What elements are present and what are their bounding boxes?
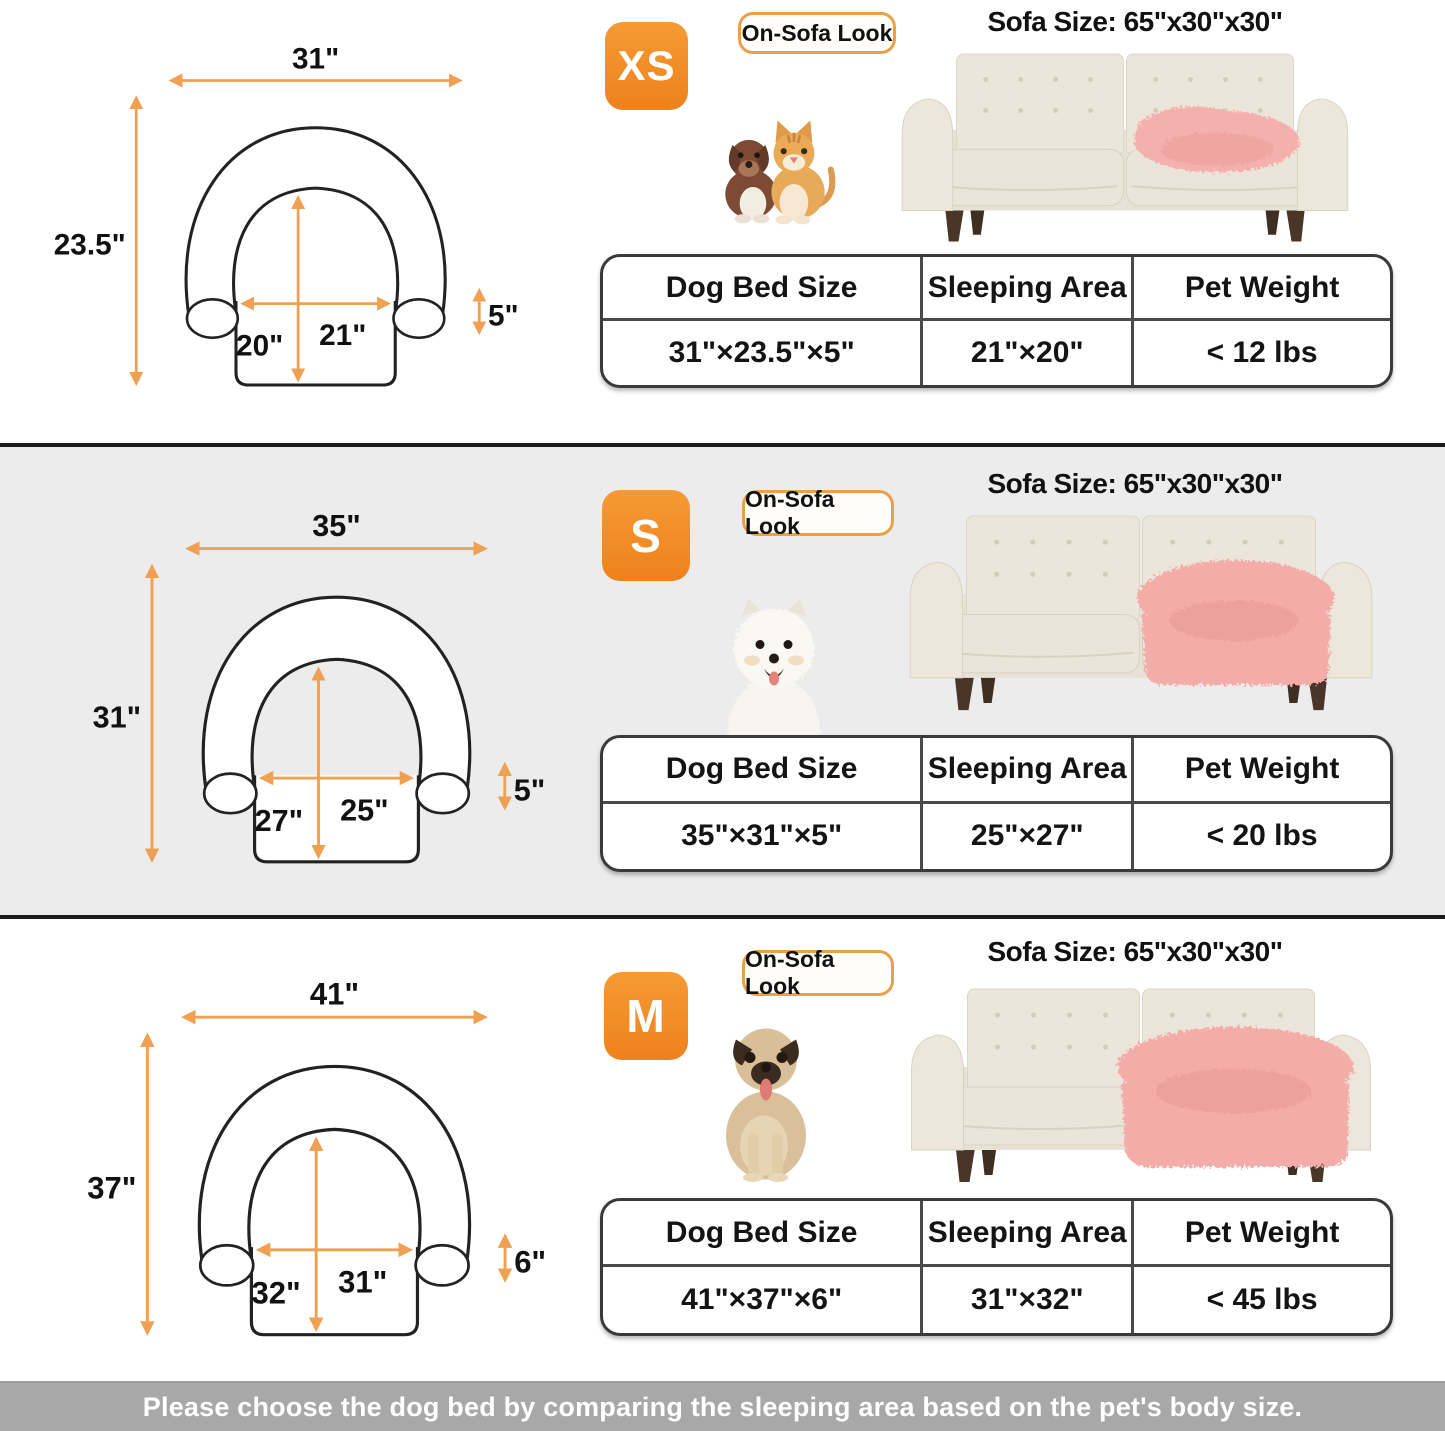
pug-eye	[777, 1052, 788, 1063]
table-value-pet-weight: < 12 lbs	[1206, 336, 1318, 369]
bolster-end-cap	[417, 774, 469, 814]
table-value-dog-bed-size: 35"×31"×5"	[603, 804, 923, 870]
width-label: 35"	[312, 509, 361, 543]
table-header-pet-weight: Pet Weight	[1134, 257, 1390, 321]
kitten-eye	[801, 148, 807, 154]
dimension-diagram-s	[55, 509, 555, 869]
dimension-diagram-xs	[40, 42, 530, 392]
bolster-end-cap	[394, 299, 445, 338]
pet-bed-on-sofa	[1118, 1027, 1354, 1167]
on-sofa-look-badge	[738, 12, 896, 54]
sleep-height-label: 20"	[236, 329, 284, 363]
pet-bed-on-sofa	[1137, 560, 1334, 685]
sleep-width-label: 21"	[319, 318, 367, 352]
pom-eye	[756, 640, 765, 649]
sofa-size-title: Sofa Size: 65"x30"x30"	[987, 468, 1283, 499]
sofa-leg	[1265, 208, 1280, 235]
sofa-back-cushion	[957, 54, 1124, 155]
bolster-end-cap	[200, 1245, 253, 1285]
sleep-width-label: 25"	[340, 793, 389, 828]
kitten-eye	[781, 148, 787, 154]
width-label: 31"	[292, 42, 340, 76]
puppy-paw	[735, 214, 751, 223]
pug-photo	[706, 1016, 831, 1184]
size-badge-s: S	[602, 490, 690, 581]
kitten-paw	[775, 215, 791, 224]
pom-nose	[769, 654, 779, 664]
pug-leg	[772, 1134, 783, 1178]
table-value-sleeping-area: 21"×20"	[923, 321, 1134, 385]
size-row-xs	[0, 0, 1445, 443]
on-sofa-look-label: On-Sofa Look	[745, 946, 835, 999]
height-label: 37"	[87, 1170, 137, 1206]
sofa-arm-left	[902, 99, 952, 211]
table-header-dog-bed-size: Dog Bed Size	[603, 738, 923, 804]
sofa-leg	[945, 206, 964, 242]
sofa-leg	[981, 675, 996, 703]
pug-tongue	[760, 1079, 772, 1101]
sofa-arm-left	[910, 562, 962, 678]
height-label: 23.5"	[53, 228, 126, 262]
puppy-eye	[754, 152, 760, 158]
sofa-leg	[970, 208, 985, 235]
on-sofa-look-badge	[742, 486, 894, 539]
puppy-paw	[753, 214, 769, 223]
thickness-label: 5"	[488, 299, 519, 333]
table-header-dog-bed-size: Dog Bed Size	[603, 1201, 923, 1267]
table-header-pet-weight: Pet Weight	[1134, 1201, 1390, 1267]
table-value-sleeping-area: 25"×27"	[923, 804, 1134, 870]
pom-cheek	[744, 656, 760, 666]
sofa-leg	[982, 1147, 997, 1175]
table-value-sleeping-area: 31"×32"	[923, 1267, 1134, 1333]
sofa-illustration-m	[882, 975, 1400, 1185]
sofa-arm-left	[912, 1035, 964, 1150]
table-value-pet-weight: < 45 lbs	[1206, 1283, 1318, 1316]
bolster-end-cap	[416, 1245, 469, 1285]
sleep-height-label: 27"	[254, 804, 304, 839]
table-header-sleeping-area: Sleeping Area	[923, 1201, 1134, 1267]
sofa-illustration-xs	[875, 40, 1375, 245]
sofa-illustration-s	[882, 501, 1400, 714]
spec-table-m	[600, 1198, 1393, 1336]
size-row-s	[0, 443, 1445, 919]
width-label: 41"	[309, 976, 360, 1012]
sleep-width-label: 31"	[338, 1264, 388, 1300]
sleep-height-label: 32"	[251, 1275, 301, 1311]
pug-paw	[768, 1173, 788, 1182]
on-sofa-look-label: On-Sofa Look	[745, 486, 835, 539]
thickness-label: 5"	[513, 773, 546, 808]
bolster-end-cap	[204, 774, 256, 814]
sofa-size-title: Sofa Size: 65"x30"x30"	[987, 6, 1283, 37]
sofa-arm-right	[1297, 99, 1347, 211]
kitten-paw	[794, 215, 810, 224]
height-label: 31"	[92, 700, 142, 735]
pug-eye	[745, 1052, 756, 1063]
size-badge-xs: XS	[605, 22, 688, 110]
on-sofa-look-badge	[742, 946, 894, 999]
table-value-pet-weight: < 20 lbs	[1206, 819, 1318, 853]
thickness-label: 6"	[514, 1244, 547, 1280]
table-value-dog-bed-size: 41"×37"×6"	[603, 1267, 923, 1333]
puppy-and-kitten-photo	[712, 106, 840, 224]
spec-table-s	[600, 735, 1393, 872]
sofa-leg	[954, 673, 974, 710]
pom-eye	[784, 640, 793, 649]
sofa-size-title: Sofa Size: 65"x30"x30"	[987, 936, 1283, 967]
table-header-sleeping-area: Sleeping Area	[923, 738, 1134, 804]
table-header-sleeping-area: Sleeping Area	[923, 257, 1134, 321]
size-row-m	[0, 919, 1445, 1381]
dimension-diagram-m	[45, 977, 560, 1342]
sofa-seat-cushion	[942, 615, 1139, 673]
sofa-seat-cushion	[944, 1087, 1140, 1145]
pom-tongue	[769, 672, 779, 686]
pom-cheek	[788, 656, 804, 666]
table-header-dog-bed-size: Dog Bed Size	[603, 257, 923, 321]
size-badge-m: M	[604, 972, 688, 1060]
table-value-dog-bed-size: 31"×23.5"×5"	[603, 321, 923, 385]
table-header-pet-weight: Pet Weight	[1134, 738, 1390, 804]
pug-leg	[748, 1134, 759, 1178]
spec-table-xs	[600, 254, 1393, 388]
bolster-end-cap	[187, 299, 238, 338]
sofa-leg	[956, 1145, 976, 1182]
sofa-back-cushion	[966, 516, 1139, 621]
footer-note-bar	[0, 1381, 1445, 1431]
sofa-seat-cushion	[933, 149, 1123, 205]
puppy-eye	[738, 152, 744, 158]
footer-note-text: Please choose the dog bed by comparing the sleeping area based on the pet's body size.	[142, 1391, 1303, 1422]
sofa-leg	[1286, 206, 1305, 242]
puppy-nose	[745, 161, 752, 168]
on-sofa-look-label: On-Sofa Look	[741, 19, 893, 46]
pug-nose	[761, 1063, 771, 1073]
sofa-back-cushion	[968, 989, 1140, 1093]
pug-paw	[743, 1173, 763, 1182]
